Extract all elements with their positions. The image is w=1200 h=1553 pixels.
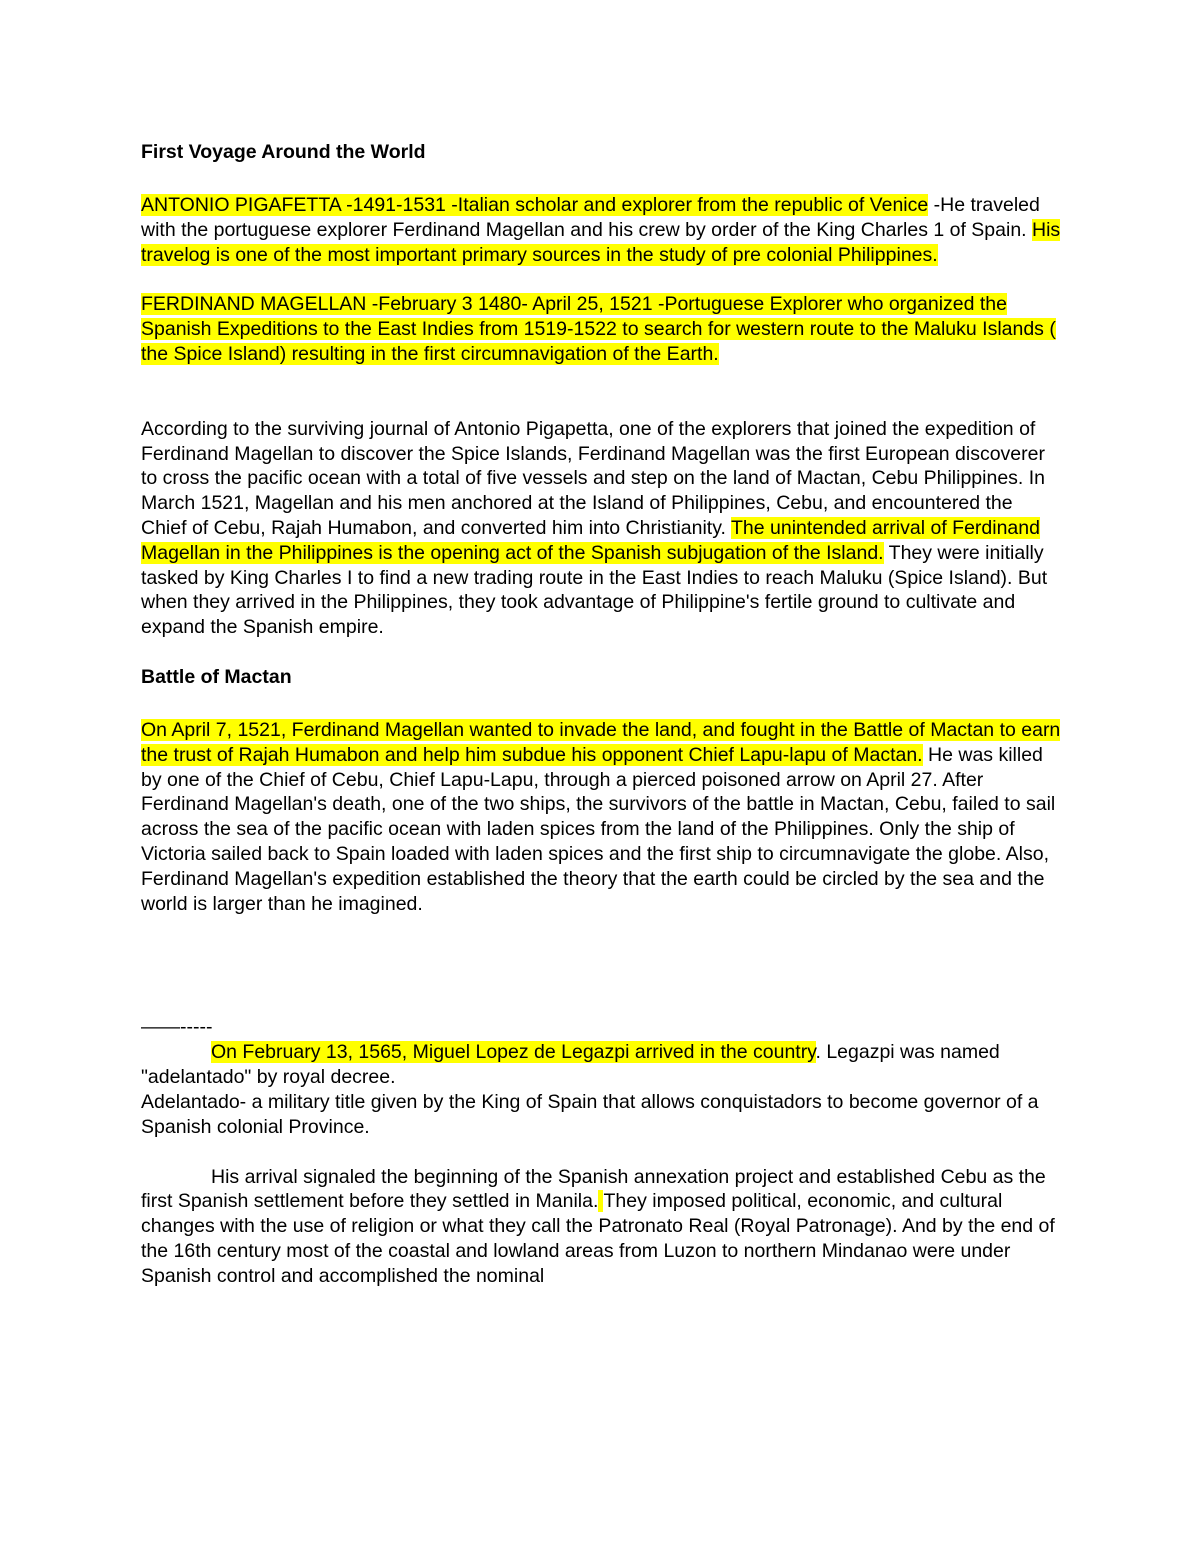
- highlight-pigafetta-travelog: His travelog is one of the most important primary sources in the study of pre colonial Philippines.: [141, 218, 1061, 266]
- paragraph-legazpi: [141, 1040, 1061, 1090]
- highlight-legazpi: On February 13, 1565, Miguel Lopez de Legazpi arrived in the country: [211, 1041, 816, 1064]
- paragraph-arrival: [141, 1165, 1061, 1289]
- text-legazpi-body: . Legazpi was named "adelantado" by royal decree.: [141, 1041, 1000, 1089]
- paragraph-journal: [141, 417, 1061, 640]
- highlight-pigafetta-intro: ANTONIO PIGAFETTA -1491-1531 -Italian scholar and explorer from the republic of Venice: [141, 194, 929, 216]
- highlight-battle: On April 7, 1521, Ferdinand Magellan wanted to invade the land, and fought in the Battle of Mactan to earn the trust of Rajah Humabon and help him subdue his opponent Chief Lapu-lapu of Mactan.: [141, 718, 1061, 766]
- paragraph-magellan: [141, 292, 1061, 366]
- highlight-magellan: FERDINAND MAGELLAN -February 3 1480- April 25, 1521 -Portuguese Explorer who organized the Spanish Expeditions to the East Indies from 1519-1522 to search for western route to the Maluku Islands ( the Spice Island) resulting in the first circumnavigation of the Earth.: [141, 293, 1056, 365]
- separator-dashes: ——-----: [141, 1016, 213, 1039]
- text-journal-intro: According to the surviving journal of Antonio Pigapetta, one of the explorers that joined the expedition of Ferdinand Magellan to discover the Spice Islands, Ferdinand Magellan was the first European discoverer to cross the pacific ocean with a total of five vessels and step on the land of Mactan, Cebu Philippines. In March 1521, Magellan and his men anchored at the Island of Philippines, Cebu, and encountered the Chief of Cebu, Rajah Humabon, and converted him into Christianity.: [141, 417, 1046, 539]
- text-battle-body: He was killed by one of the Chief of Cebu, Chief Lapu-Lapu, through a pierced poisoned arrow on April 27. After Ferdinand Magellan's death, one of the two ships, the survivors of the battle in Mactan, Cebu, failed to sail across the sea of the pacific ocean with laden spices from the land of the Philippines. Only the ship of Victoria sailed back to Spain loaded with laden spices and the first ship to circumnavigate the globe. Also, Ferdinand Magellan's expedition established the theory that the earth could be circled by the sea and the world is larger than he imagined.: [141, 743, 1056, 915]
- text-pigafetta-body: -He traveled with the portuguese explorer Ferdinand Magellan and his crew by order of the King Charles 1 of Spain.: [141, 194, 1040, 241]
- text-arrival-end: They imposed political, economic, and cultural changes with the use of religion or what they call the Patronato Real (Royal Patronage). And by the end of the 16th century most of the coastal and lowland areas from Luzon to northern Mindanao were under Spanish control and accomplished the nominal: [141, 1190, 1055, 1287]
- heading-first-voyage: First Voyage Around the World: [141, 141, 426, 163]
- document-page: [141, 140, 1061, 1289]
- heading-battle-of-mactan: Battle of Mactan: [141, 665, 292, 688]
- text-arrival-intro: His arrival signaled the beginning of the Spanish annexation project and established Cebu as the first Spanish settlement before they settled in Manila.: [141, 1165, 1046, 1213]
- paragraph-adelantado: Adelantado- a military title given by the King of Spain that allows conquistadors to become governor of a Spanish colonial Province.: [141, 1090, 1039, 1138]
- paragraph-battle: [141, 718, 1061, 916]
- text-journal-end: They were initially tasked by King Charles I to find a new trading route in the East Indies to reach Maluku (Spice Island). But when they arrived in the Philippines, they took advantage of Philippine's fertile ground to cultivate and expand the Spanish empire.: [141, 541, 1048, 639]
- highlight-journal-arrival: The unintended arrival of Ferdinand Magellan in the Philippines is the opening act of the Spanish subjugation of the Island.: [141, 516, 1040, 564]
- paragraph-pigafetta: [141, 193, 1061, 267]
